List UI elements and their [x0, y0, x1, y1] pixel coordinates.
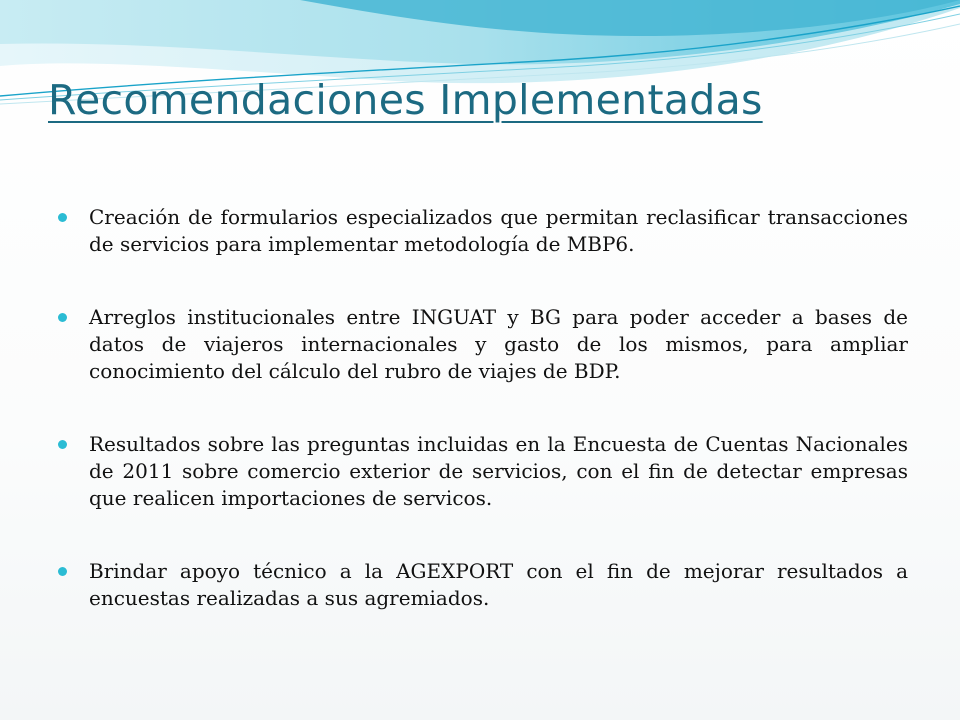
bullet-text: Brindar apoyo técnico a la AGEXPORT con el fin de mejorar resultados a encuestas realizadas a sus agremiados. [89, 559, 908, 610]
slide-title: Recomendaciones Implementadas [48, 76, 763, 124]
list-item [58, 558, 908, 612]
bullet-dot-icon [58, 440, 67, 449]
list-item [58, 431, 908, 512]
list-item [58, 304, 908, 385]
bullet-list [58, 204, 908, 658]
bullet-text: Creación de formularios especializados que permitan reclasificar transacciones de servicios para implementar metodología de MBP6. [89, 205, 908, 256]
bullet-dot-icon [58, 213, 67, 222]
bullet-text: Resultados sobre las preguntas incluidas en la Encuesta de Cuentas Nacionales de 2011 sobre comercio exterior de servicios, con el fin de detectar empresas que realicen importaciones de servicos. [89, 432, 908, 510]
bullet-dot-icon [58, 567, 67, 576]
list-item [58, 204, 908, 258]
bullet-dot-icon [58, 313, 67, 322]
bullet-text: Arreglos institucionales entre INGUAT y BG para poder acceder a bases de datos de viajeros internacionales y gasto de los mismos, para ampliar conocimiento del cálculo del rubro de viajes de BDP. [89, 305, 908, 383]
